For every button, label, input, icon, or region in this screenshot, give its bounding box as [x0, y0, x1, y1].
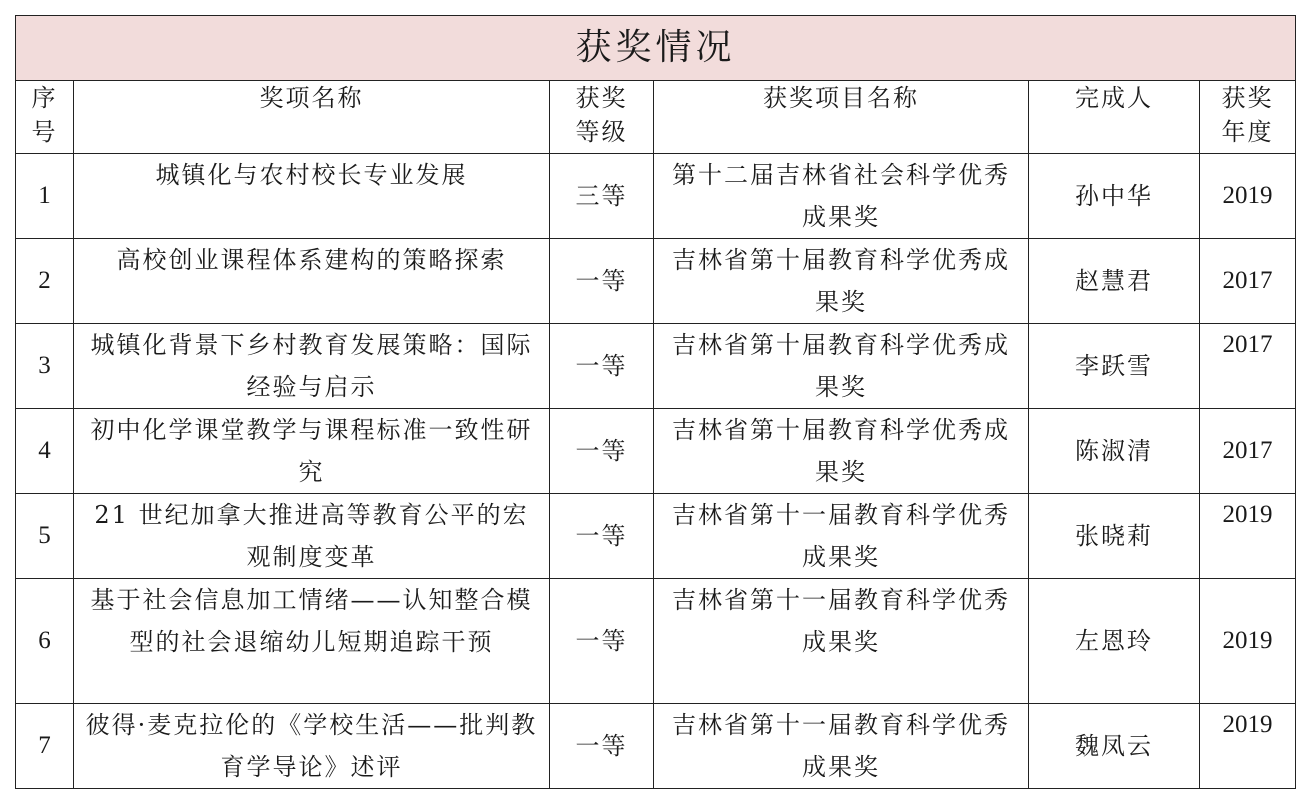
row-index: 5 [16, 494, 74, 579]
table-row [16, 409, 1296, 494]
row-award-name: 21 世纪加拿大推进高等教育公平的宏观制度变革 [74, 494, 550, 579]
row-index: 7 [16, 704, 74, 789]
header-index-line2: 号 [31, 118, 58, 146]
header-year [1200, 81, 1296, 154]
row-project: 吉林省第十届教育科学优秀成果奖 [654, 324, 1029, 409]
row-award-name: 彼得·麦克拉伦的《学校生活——批判教育学导论》述评 [74, 704, 550, 789]
row-level: 一等 [550, 704, 654, 789]
table-row [16, 324, 1296, 409]
row-award-name: 高校创业课程体系建构的策略探索 [74, 239, 550, 324]
row-project: 吉林省第十届教育科学优秀成果奖 [654, 409, 1029, 494]
header-project: 获奖项目名称 [654, 81, 1029, 154]
row-year: 2017 [1200, 409, 1296, 494]
table-row [16, 154, 1296, 239]
row-person: 赵慧君 [1029, 239, 1200, 324]
row-level: 一等 [550, 494, 654, 579]
row-level: 一等 [550, 324, 654, 409]
row-project: 吉林省第十一届教育科学优秀成果奖 [654, 494, 1029, 579]
row-level: 一等 [550, 239, 654, 324]
table-title: 获奖情况 [16, 16, 1296, 81]
row-person: 张晓莉 [1029, 494, 1200, 579]
row-index: 2 [16, 239, 74, 324]
row-project: 吉林省第十届教育科学优秀成果奖 [654, 239, 1029, 324]
row-person: 李跃雪 [1029, 324, 1200, 409]
row-project: 吉林省第十一届教育科学优秀成果奖 [654, 704, 1029, 789]
row-year: 2019 [1200, 154, 1296, 239]
row-index: 3 [16, 324, 74, 409]
row-index: 6 [16, 579, 74, 704]
table-row [16, 239, 1296, 324]
table-row [16, 494, 1296, 579]
awards-table-container [15, 15, 1295, 789]
header-index [16, 81, 74, 154]
row-award-name: 初中化学课堂教学与课程标准一致性研究 [74, 409, 550, 494]
row-project: 吉林省第十一届教育科学优秀成果奖 [654, 579, 1029, 704]
row-award-name: 城镇化背景下乡村教育发展策略：国际经验与启示 [74, 324, 550, 409]
header-level-line2: 等级 [575, 118, 628, 146]
header-level [550, 81, 654, 154]
table-row [16, 704, 1296, 789]
row-year: 2017 [1200, 324, 1296, 409]
header-level-line1: 获奖 [575, 84, 628, 112]
row-person: 孙中华 [1029, 154, 1200, 239]
row-year: 2017 [1200, 239, 1296, 324]
row-year: 2019 [1200, 494, 1296, 579]
header-index-line1: 序 [31, 84, 58, 112]
row-level: 一等 [550, 579, 654, 704]
row-person: 陈淑清 [1029, 409, 1200, 494]
row-year: 2019 [1200, 579, 1296, 704]
header-year-line2: 年度 [1221, 118, 1274, 146]
row-person: 左恩玲 [1029, 579, 1200, 704]
row-index: 4 [16, 409, 74, 494]
header-award-name: 奖项名称 [74, 81, 550, 154]
row-award-name: 城镇化与农村校长专业发展 [74, 154, 550, 239]
header-year-line1: 获奖 [1221, 84, 1274, 112]
awards-table [15, 15, 1296, 789]
row-project: 第十二届吉林省社会科学优秀成果奖 [654, 154, 1029, 239]
header-row [16, 81, 1296, 154]
row-level: 三等 [550, 154, 654, 239]
table-row [16, 579, 1296, 704]
row-award-name: 基于社会信息加工情绪——认知整合模型的社会退缩幼儿短期追踪干预 [74, 579, 550, 704]
row-year: 2019 [1200, 704, 1296, 789]
row-index: 1 [16, 154, 74, 239]
header-person: 完成人 [1029, 81, 1200, 154]
row-person: 魏凤云 [1029, 704, 1200, 789]
row-level: 一等 [550, 409, 654, 494]
